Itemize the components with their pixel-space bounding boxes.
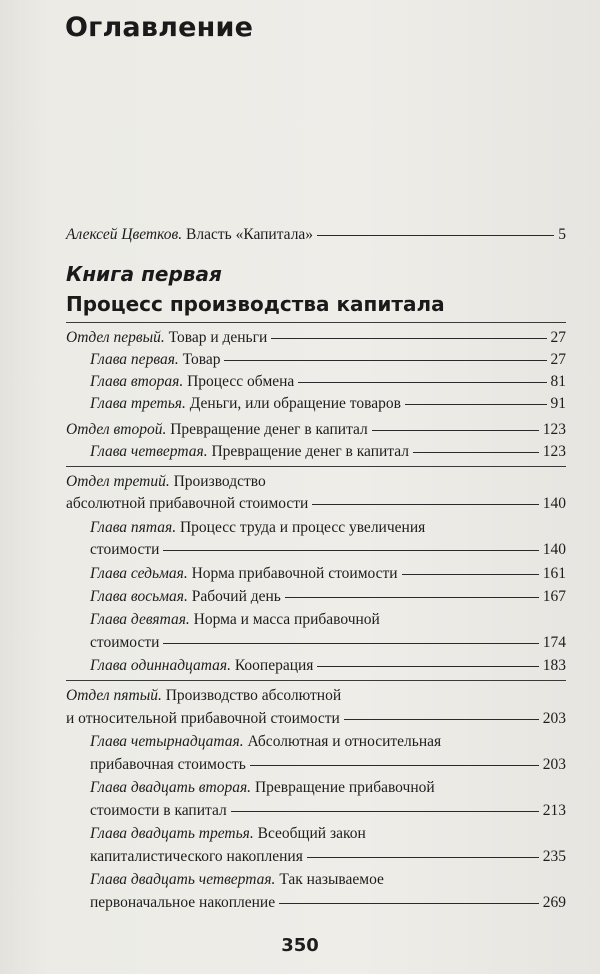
toc-entry-part-1 bbox=[66, 327, 566, 349]
entry-text bbox=[90, 563, 398, 585]
dot-leader bbox=[231, 811, 539, 812]
entry-label: Глава восьмая. bbox=[90, 588, 188, 605]
page-ref: 27 bbox=[550, 351, 566, 368]
entry-label: Глава девятая. bbox=[90, 611, 190, 628]
entry-text bbox=[90, 371, 294, 393]
entry-title: Превращение денег в капитал bbox=[211, 443, 410, 460]
section-divider bbox=[66, 322, 566, 323]
entry-text bbox=[90, 586, 281, 608]
page-ref: 213 bbox=[542, 802, 566, 819]
entry-label: Отдел третий. bbox=[66, 473, 170, 490]
page-ref: 183 bbox=[542, 657, 566, 674]
entry-label: Глава двадцать четвертая. bbox=[90, 871, 276, 888]
toc-entry-chapter-9 bbox=[90, 632, 566, 654]
entry-title: стоимости bbox=[90, 634, 160, 651]
entry-text bbox=[66, 327, 267, 349]
entry-title: стоимости в капитал bbox=[90, 802, 227, 819]
dot-leader bbox=[271, 338, 546, 339]
entry-label: Глава вторая. bbox=[90, 373, 184, 390]
entry-title: Деньги, или обращение товаров bbox=[189, 395, 401, 412]
intro-author: Алексей Цветков. bbox=[66, 226, 183, 243]
entry-label: Глава одиннадцатая. bbox=[90, 657, 231, 674]
toc-entry-part-5-line1 bbox=[66, 685, 341, 707]
dot-leader bbox=[285, 597, 539, 598]
entry-label: Глава первая. bbox=[90, 351, 179, 368]
entry-label: Глава четвертая. bbox=[90, 443, 208, 460]
entry-label: Отдел пятый. bbox=[66, 687, 162, 704]
toc-entry-chapter-4 bbox=[90, 441, 566, 463]
dot-leader bbox=[312, 504, 538, 505]
toc-entry-chapter-1 bbox=[90, 349, 566, 371]
page-heading: Оглавление bbox=[65, 12, 254, 43]
toc-entry-chapter-11 bbox=[90, 655, 566, 677]
intro-page: 5 bbox=[558, 226, 566, 243]
toc-entry-part-3 bbox=[66, 493, 566, 515]
toc-entry-chapter-5 bbox=[90, 539, 566, 561]
toc-entry-chapter-5-line1 bbox=[90, 517, 425, 539]
entry-text bbox=[90, 441, 409, 463]
toc-entry-chapter-23-line1 bbox=[90, 823, 366, 845]
page-ref: 140 bbox=[542, 495, 566, 512]
entry-title: Рабочий день bbox=[191, 588, 281, 605]
entry-label: Глава седьмая. bbox=[90, 565, 188, 582]
page-number: 350 bbox=[281, 935, 319, 956]
toc-entry-intro bbox=[66, 224, 566, 246]
entry-title: Всеобщий закон bbox=[257, 825, 366, 842]
entry-label: Глава двадцать третья. bbox=[90, 825, 254, 842]
toc-entry-chapter-24 bbox=[90, 892, 566, 914]
entry-title: стоимости bbox=[90, 541, 160, 558]
toc-entry-part-3-line1 bbox=[66, 471, 266, 493]
toc-entry-chapter-8 bbox=[90, 586, 566, 608]
dot-leader bbox=[405, 404, 547, 405]
toc-entry-chapter-14 bbox=[90, 754, 566, 776]
section-divider bbox=[66, 466, 566, 467]
entry-text bbox=[66, 419, 368, 441]
entry-label: Отдел второй. bbox=[66, 421, 167, 438]
entry-title: Норма прибавочной стоимости bbox=[191, 565, 398, 582]
page-ref: 203 bbox=[542, 756, 566, 773]
entry-title: Норма и масса прибавочной bbox=[193, 611, 380, 628]
entry-title: Абсолютная и относительная bbox=[247, 733, 442, 750]
page-ref: 91 bbox=[550, 395, 566, 412]
entry-title: Производство абсолютной bbox=[165, 687, 342, 704]
page-ref: 81 bbox=[550, 373, 566, 390]
toc-entry-part-2 bbox=[66, 419, 566, 441]
toc-entry-chapter-22 bbox=[90, 800, 566, 822]
dot-leader bbox=[372, 430, 539, 431]
dot-leader bbox=[307, 857, 539, 858]
page-ref: 27 bbox=[550, 329, 566, 346]
dot-leader bbox=[224, 360, 546, 361]
toc-entry-chapter-7 bbox=[90, 563, 566, 585]
page-ref: 269 bbox=[542, 894, 566, 911]
entry-title: Превращение прибавочной bbox=[254, 779, 435, 796]
entry-label: Глава третья. bbox=[90, 395, 186, 412]
page-ref: 167 bbox=[542, 588, 566, 605]
intro-title: Власть «Капитала» bbox=[186, 226, 314, 243]
dot-leader bbox=[413, 452, 539, 453]
entry-title: Так называемое bbox=[279, 871, 384, 888]
entry-title: первоначальное накопление bbox=[90, 894, 276, 911]
book-label: Книга первая bbox=[66, 262, 222, 286]
page-ref: 123 bbox=[542, 443, 566, 460]
entry-title: Товар bbox=[182, 351, 221, 368]
toc-entry-chapter-14-line1 bbox=[90, 731, 441, 753]
entry-title: абсолютной прибавочной стоимости bbox=[66, 495, 309, 512]
dot-leader bbox=[279, 903, 539, 904]
entry-text bbox=[90, 393, 401, 415]
entry-text bbox=[90, 349, 220, 371]
book-title: Процесс производства капитала bbox=[66, 292, 445, 316]
dot-leader bbox=[402, 574, 539, 575]
entry-title: Превращение денег в капитал bbox=[170, 421, 368, 438]
toc-entry-chapter-23 bbox=[90, 846, 566, 868]
dot-leader bbox=[250, 765, 539, 766]
dot-leader bbox=[317, 235, 554, 236]
page-ref: 123 bbox=[542, 421, 566, 438]
entry-title: капиталистического накопления bbox=[90, 848, 303, 865]
entry-title: Кооперация bbox=[234, 657, 314, 674]
toc-entry-chapter-3 bbox=[90, 393, 566, 415]
entry-title: Процесс труда и процесс увеличения bbox=[179, 519, 426, 536]
entry-text bbox=[66, 224, 313, 246]
entry-title: Товар и деньги bbox=[168, 329, 268, 346]
dot-leader bbox=[298, 382, 546, 383]
dot-leader bbox=[317, 666, 538, 667]
entry-title: прибавочная стоимость bbox=[90, 756, 246, 773]
page-ref: 235 bbox=[542, 848, 566, 865]
page-ref: 161 bbox=[542, 565, 566, 582]
toc-entry-part-5 bbox=[66, 708, 566, 730]
page-ref: 203 bbox=[542, 710, 566, 727]
entry-label: Глава пятая. bbox=[90, 519, 177, 536]
section-divider bbox=[66, 680, 566, 681]
page-ref: 140 bbox=[542, 541, 566, 558]
entry-label: Отдел первый. bbox=[66, 329, 165, 346]
dot-leader bbox=[163, 550, 538, 551]
entry-text bbox=[90, 655, 313, 677]
entry-title: Производство bbox=[173, 473, 266, 490]
entry-label: Глава четырнадцатая. bbox=[90, 733, 244, 750]
toc-entry-chapter-9-line1 bbox=[90, 609, 380, 631]
dot-leader bbox=[163, 643, 538, 644]
toc-entry-chapter-22-line1 bbox=[90, 777, 435, 799]
entry-title: и относительной прибавочной стоимости bbox=[66, 710, 340, 727]
page-ref: 174 bbox=[542, 634, 566, 651]
entry-title: Процесс обмена bbox=[187, 373, 295, 390]
dot-leader bbox=[344, 719, 539, 720]
toc-entry-chapter-2 bbox=[90, 371, 566, 393]
toc-entry-chapter-24-line1 bbox=[90, 869, 384, 891]
entry-label: Глава двадцать вторая. bbox=[90, 779, 252, 796]
